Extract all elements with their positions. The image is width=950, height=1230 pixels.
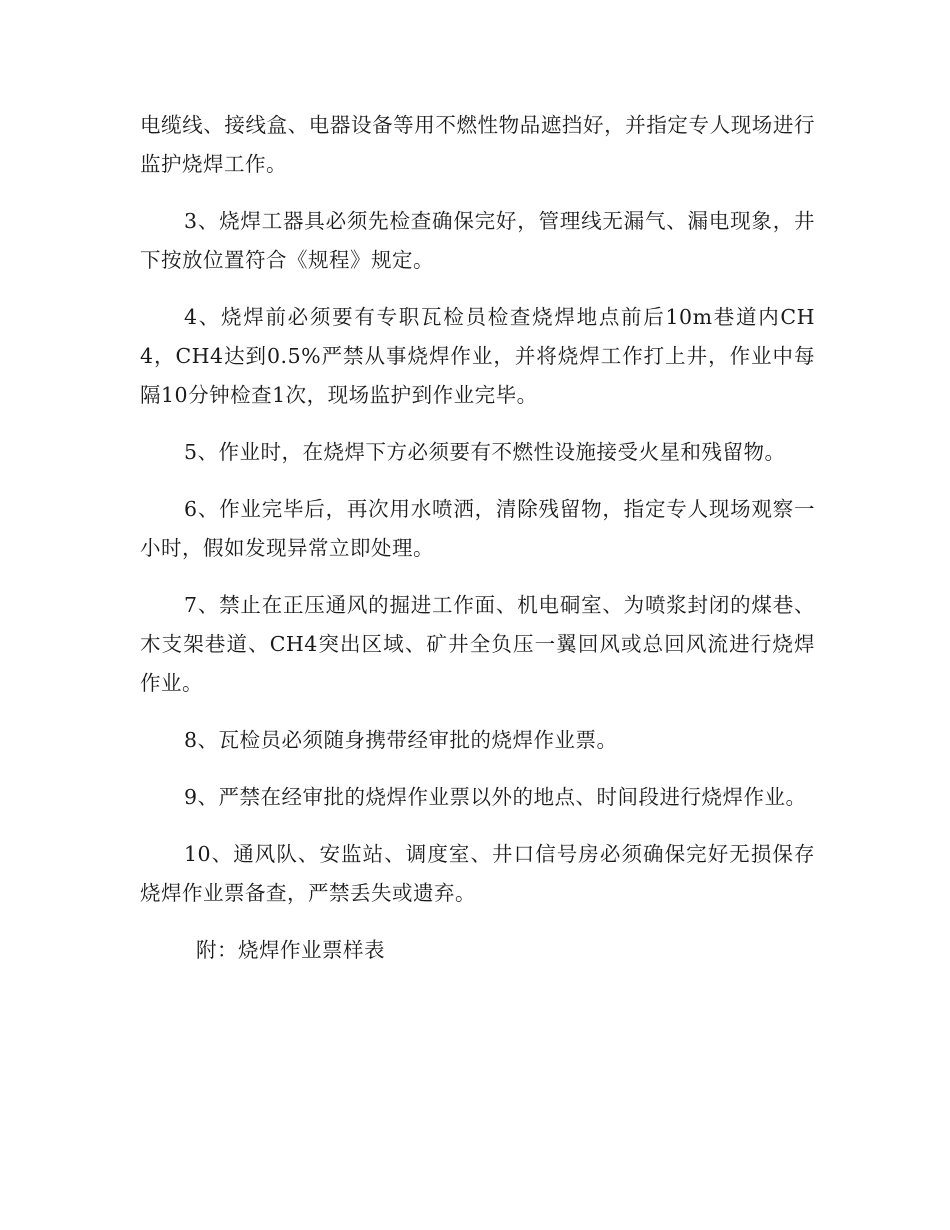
paragraph-item-3: 3、烧焊工器具必须先检查确保完好，管理线无漏气、漏电现象，井下按放位置符合《规程》规定。 xyxy=(140,209,815,272)
paragraph-item-6: 6、作业完毕后，再次用水喷洒，清除残留物，指定专人现场观察一小时，假如发现异常立即处理。 xyxy=(140,497,815,560)
paragraph-continuation: 电缆线、接线盒、电器设备等用不燃性物品遮挡好，并指定专人现场进行监护烧焊工作。 xyxy=(140,113,815,176)
paragraph-item-4: 4、烧焊前必须要有专职瓦检员检查烧焊地点前后10m巷道内CH4，CH4达到0.5%严禁从事烧焊作业，并将烧焊工作打上井，作业中每隔10分钟检查1次，现场监护到作业完毕。 xyxy=(140,305,815,407)
appendix-note: 附：烧焊作业票样表 xyxy=(196,938,385,962)
document-body xyxy=(140,106,815,970)
paragraph-item-9: 9、严禁在经审批的烧焊作业票以外的地点、时间段进行烧焊作业。 xyxy=(184,785,807,809)
paragraph-item-5: 5、作业时，在烧焊下方必须要有不燃性设施接受火星和残留物。 xyxy=(184,440,786,464)
paragraph-item-8: 8、瓦检员必须随身携带经审批的烧焊作业票。 xyxy=(184,728,618,752)
paragraph-item-7: 7、禁止在正压通风的掘进工作面、机电硐室、为喷浆封闭的煤巷、木支架巷道、CH4突出区域、矿井全负压一翼回风或总回风流进行烧焊作业。 xyxy=(140,593,815,695)
paragraph-item-10: 10、通风队、安监站、调度室、井口信号房必须确保完好无损保存烧焊作业票备查，严禁丢失或遗弃。 xyxy=(140,842,815,905)
